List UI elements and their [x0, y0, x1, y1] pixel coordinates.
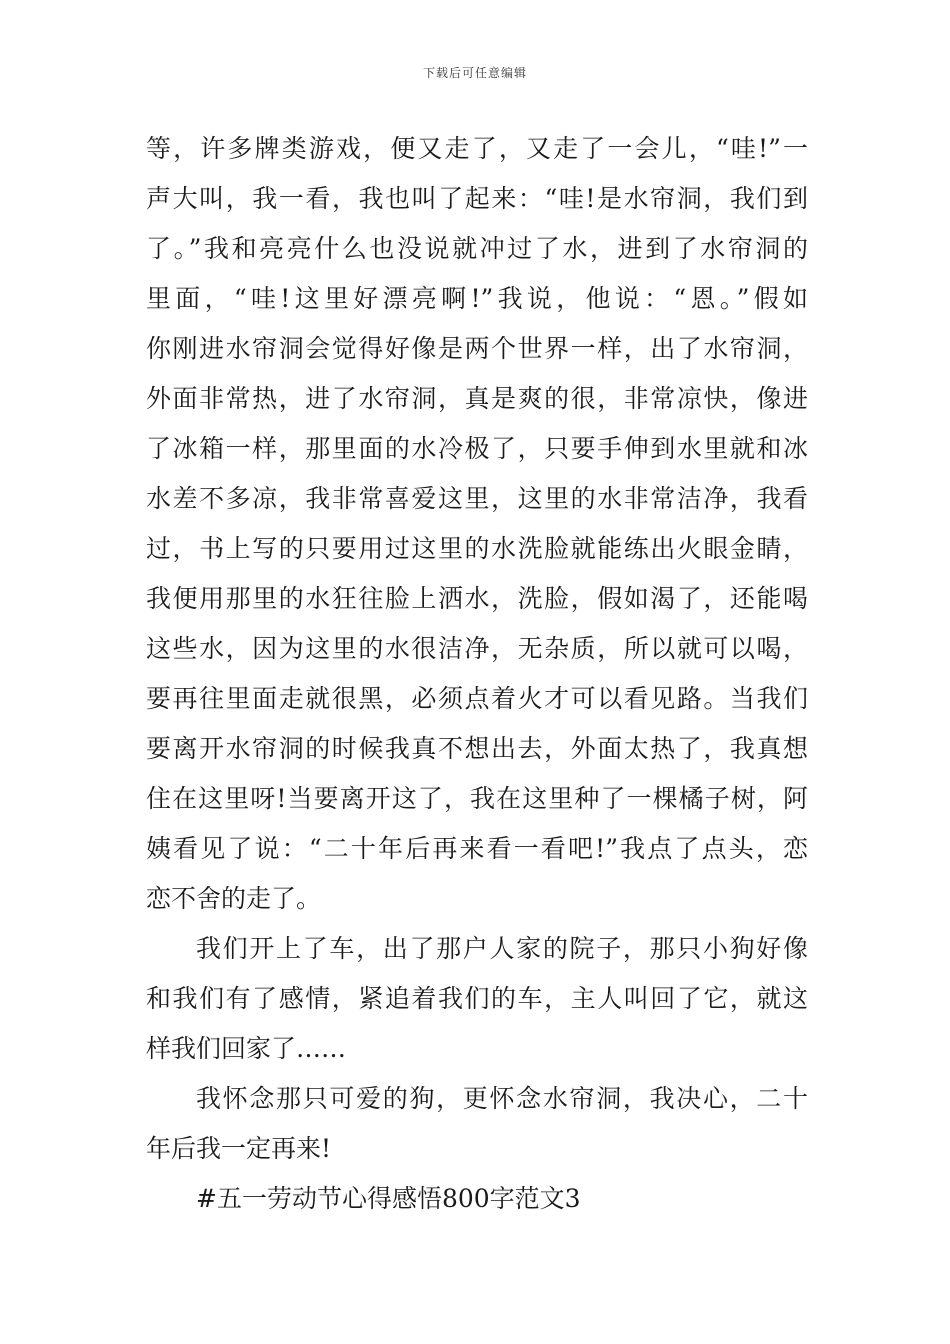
text-line: 里面，“哇!这里好漂亮啊!”我说，他说：“恩。”假如	[146, 284, 808, 313]
text-line: 声大叫，我一看，我也叫了起来：“哇!是水帘洞，我们到	[146, 184, 808, 213]
document-body	[146, 124, 808, 1224]
text-line: 你刚进水帘洞会觉得好像是两个世界一样，出了水帘洞，	[146, 334, 808, 363]
text-line: 样我们回家了……	[146, 1034, 347, 1063]
paragraph-start-line: 我们开上了车，出了那户人家的院子，那只小狗好像	[196, 934, 808, 963]
text-line: 了。”我和亮亮什么也没说就冲过了水，进到了水帘洞的	[146, 234, 808, 263]
text-line: 年后我一定再来!	[146, 1134, 332, 1163]
text-line: 我便用那里的水狂往脸上洒水，洗脸，假如渴了，还能喝	[146, 584, 808, 613]
paragraph-start-line: 我怀念那只可爱的狗，更怀念水帘洞，我决心，二十	[196, 1084, 808, 1113]
text-line: 外面非常热，进了水帘洞，真是爽的很，非常凉快，像进	[146, 384, 808, 413]
text-line: 等，许多牌类游戏，便又走了，又走了一会儿，“哇!”一	[146, 134, 808, 163]
text-line: 了冰箱一样，那里面的水冷极了，只要手伸到水里就和冰	[146, 434, 808, 463]
text-line: 这些水，因为这里的水很洁净，无杂质，所以就可以喝，	[146, 634, 808, 663]
text-line: 要再往里面走就很黑，必须点着火才可以看见路。当我们	[146, 684, 808, 713]
text-line: 水差不多凉，我非常喜爱这里，这里的水非常洁净，我看	[146, 484, 808, 513]
text-line: 要离开水帘洞的时候我真不想出去，外面太热了，我真想	[146, 734, 808, 763]
text-line: 过，书上写的只要用过这里的水洗脸就能练出火眼金睛，	[146, 534, 808, 563]
text-line: 和我们有了感情，紧追着我们的车，主人叫回了它，就这	[146, 984, 808, 1013]
text-line: 姨看见了说：“二十年后再来看一看吧!”我点了点头，恋	[146, 834, 808, 863]
page-header: 下载后可任意编辑	[422, 66, 527, 80]
text-line: 住在这里呀!当要离开这了，我在这里种了一棵橘子树，阿	[146, 784, 808, 813]
text-line: 恋不舍的走了。	[146, 884, 322, 913]
section-heading: #五一劳动节心得感悟800字范文3	[196, 1184, 581, 1213]
